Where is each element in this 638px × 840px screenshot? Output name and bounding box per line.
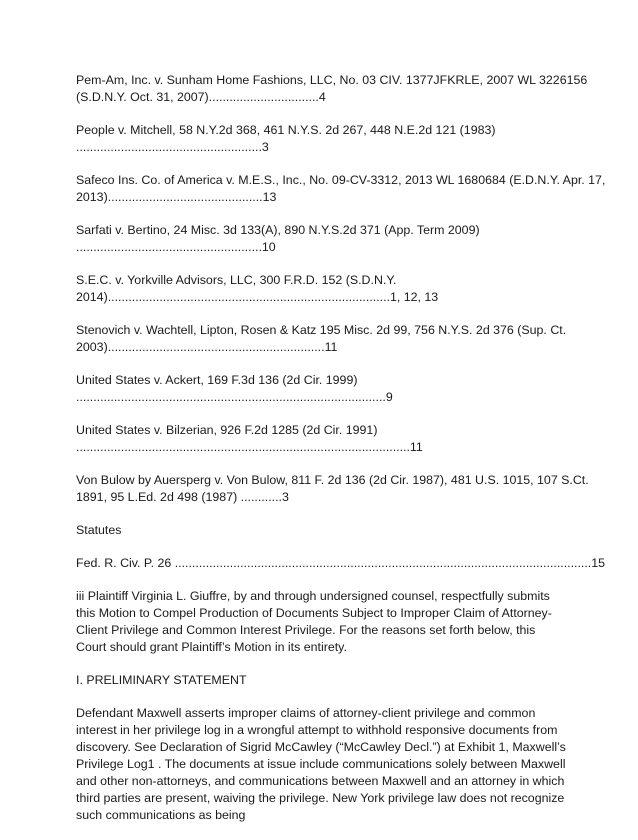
authority-entry (76, 122, 566, 156)
authority-entry (76, 372, 566, 406)
document-body (76, 72, 606, 840)
authority-entry (76, 322, 566, 356)
section-heading: I. PRELIMINARY STATEMENT (76, 673, 247, 687)
authority-page-ref: .................................................................................................11 (76, 440, 423, 454)
authority-entry (76, 472, 589, 506)
statute-entry (76, 555, 606, 572)
body-paragraph: Defendant Maxwell asserts improper claims of attorney-client privilege and common interest in her privilege log in a wrongful attempt to withhold responsive documents from discovery. See Declaration of Sigrid McCawley (“McCawley Decl.”) at Exhibit 1, Maxwell’s Privilege Log1 . The documents at issue include communications solely between Maxwell and other non-attorneys, and communications between Maxwell and an attorney in which third parties are present, waiving the privilege. New York privilege law does not recognize such communications as being (76, 706, 566, 822)
authority-page-ref: ..........................................................................................9 (76, 390, 393, 404)
authority-page-ref: ......................................................10 (76, 240, 276, 254)
authority-entry (76, 272, 566, 306)
intro-paragraph: iii Plaintiff Virginia L. Giuffre, by and through undersigned counsel, respectfully submits this Motion to Compel Production of Documents Subject to Improper Claim of Attorney-Client Privilege and Common Interest Privilege. For the reasons set forth below, this Court should grant Plaintiff’s Motion in its entirety. (76, 589, 552, 654)
authority-page-ref: 2014)..................................................................................1, 12, 13 (76, 290, 439, 304)
authority-page-ref: ......................................................3 (76, 140, 269, 154)
authority-citation: Safeco Ins. Co. of America v. M.E.S., Inc., No. 09-CV-3312, 2013 WL 1680684 (E.D.N.Y. Apr. 17, (76, 173, 606, 187)
statutes-heading: Statutes (76, 523, 122, 537)
authority-entry (76, 172, 606, 206)
authority-page-ref: 2003)...............................................................11 (76, 340, 338, 354)
authority-page-ref: 1891, 95 L.Ed. 2d 498 (1987) ............3 (76, 490, 289, 504)
authority-entry (76, 72, 588, 106)
authority-citation: United States v. Ackert, 169 F.3d 136 (2d Cir. 1999) (76, 373, 358, 387)
authority-page-ref: 2013).............................................13 (76, 190, 277, 204)
authority-entry (76, 222, 566, 256)
authority-entry (76, 422, 566, 456)
authority-citation: United States v. Bilzerian, 926 F.2d 1285 (2d Cir. 1991) (76, 423, 378, 437)
authority-citation: People v. Mitchell, 58 N.Y.2d 368, 461 N.Y.S. 2d 267, 448 N.E.2d 121 (1983) (76, 123, 496, 137)
authority-page-ref: (S.D.N.Y. Oct. 31, 2007)................................4 (76, 90, 326, 104)
authority-citation: Pem-Am, Inc. v. Sunham Home Fashions, LLC, No. 03 CIV. 1377JFKRLE, 2007 WL 3226156 (76, 73, 588, 87)
authority-citation: Stenovich v. Wachtell, Lipton, Rosen & Katz 195 Misc. 2d 99, 756 N.Y.S. 2d 376 (Sup. Ct. (76, 323, 567, 337)
authority-citation: Von Bulow by Auersperg v. Von Bulow, 811 F. 2d 136 (2d Cir. 1987), 481 U.S. 1015, 107 S.Ct. (76, 473, 589, 487)
statute-citation: Fed. R. Civ. P. 26 .........................................................................................................................15 (76, 556, 606, 570)
authority-citation: S.E.C. v. Yorkville Advisors, LLC, 300 F.R.D. 152 (S.D.N.Y. (76, 273, 397, 287)
authority-citation: Sarfati v. Bertino, 24 Misc. 3d 133(A), 890 N.Y.S.2d 371 (App. Term 2009) (76, 223, 480, 237)
